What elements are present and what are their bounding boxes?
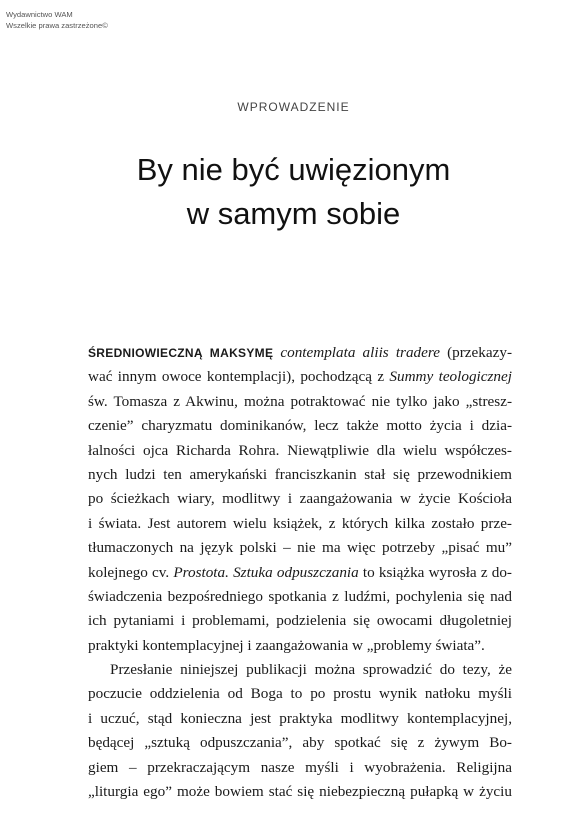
- text-line: po ścieżkach wiary, modlitwy i zaangażowania w życie Kościoła: [88, 490, 512, 508]
- text-line: czenie” charyzmatu dominikanów, lecz także motto życia i dzia-: [88, 417, 512, 435]
- italic-phrase: Prostota. Sztuka odpuszczania: [173, 563, 359, 581]
- text-line: i świata. Jest autorem wielu książek, z których kilka zostało prze-: [88, 514, 512, 532]
- text-line: wać innym owoce kontemplacji), pochodzącą z Summy teologicznej: [88, 368, 512, 386]
- text-line: św. Tomasza z Akwinu, można potraktować nie tylko jako „stresz-: [88, 392, 512, 410]
- chapter-title-line-1: By nie być uwięzionym: [136, 152, 451, 187]
- text-line: „liturgia ego” może bowiem stać się niebezpieczną pułapką w życiu: [88, 783, 512, 801]
- chapter-title-line-2: w samym sobie: [186, 196, 401, 231]
- text-line: poczucie oddzielenia od Boga to po prostu wynik natłoku myśli: [88, 685, 512, 703]
- italic-phrase: contemplata aliis tradere: [280, 344, 440, 361]
- text-line: nych ludzi ten amerykański franciszkanin stał się przewodnikiem: [88, 465, 512, 483]
- text-line: kolejnego cv. Prostota. Sztuka odpuszczania to książka wyrosła z do-: [88, 563, 512, 581]
- paragraph-2: [88, 658, 512, 804]
- watermark-publisher: Wydawnictwo WAM: [6, 10, 73, 19]
- watermark-rights: Wszelkie prawa zastrzeżone©: [6, 21, 108, 30]
- text-line: i uczuć, stąd konieczna jest praktyka modlitwy kontemplacyjnej,: [88, 709, 512, 727]
- text-line: ich pytaniami i problemami, podzielenia się owocami długoletniej: [88, 612, 512, 630]
- text-line: tłumaczonych na język polski – nie ma więc potrzeby „pisać mu”: [88, 539, 512, 557]
- body-text: [88, 341, 512, 804]
- text-line: łalności ojca Richarda Rohra. Niewątpliwie dla wielu współczes-: [88, 441, 512, 459]
- text-line: Przesłanie niniejszej publikacji można sprowadzić do tezy, że: [110, 661, 512, 679]
- paragraph-1: [88, 341, 512, 658]
- text-line: będącej „sztuką odpuszczania”, aby spotkać się z żywym Bo-: [88, 734, 512, 752]
- italic-phrase: Summy teologicznej: [389, 368, 512, 386]
- text-line: praktyki kontemplacyjnej i zaangażowania w „problemy świata”.: [88, 636, 485, 654]
- watermark: [6, 9, 108, 31]
- lead-caps: ŚREDNIOWIECZNĄ MAKSYMĘ: [88, 346, 274, 360]
- text-line: ŚREDNIOWIECZNĄ MAKSYMĘ contemplata aliis tradere (przekazy-: [88, 344, 512, 361]
- text-line: giem – przekraczającym nasze myśli i wyobrażenia. Religijna: [88, 758, 512, 776]
- chapter-title: [0, 148, 587, 236]
- text-line: świadczenia bezpośredniego spotkania z ludźmi, pochylenia się nad: [88, 587, 512, 605]
- section-label: WPROWADZENIE: [237, 100, 350, 114]
